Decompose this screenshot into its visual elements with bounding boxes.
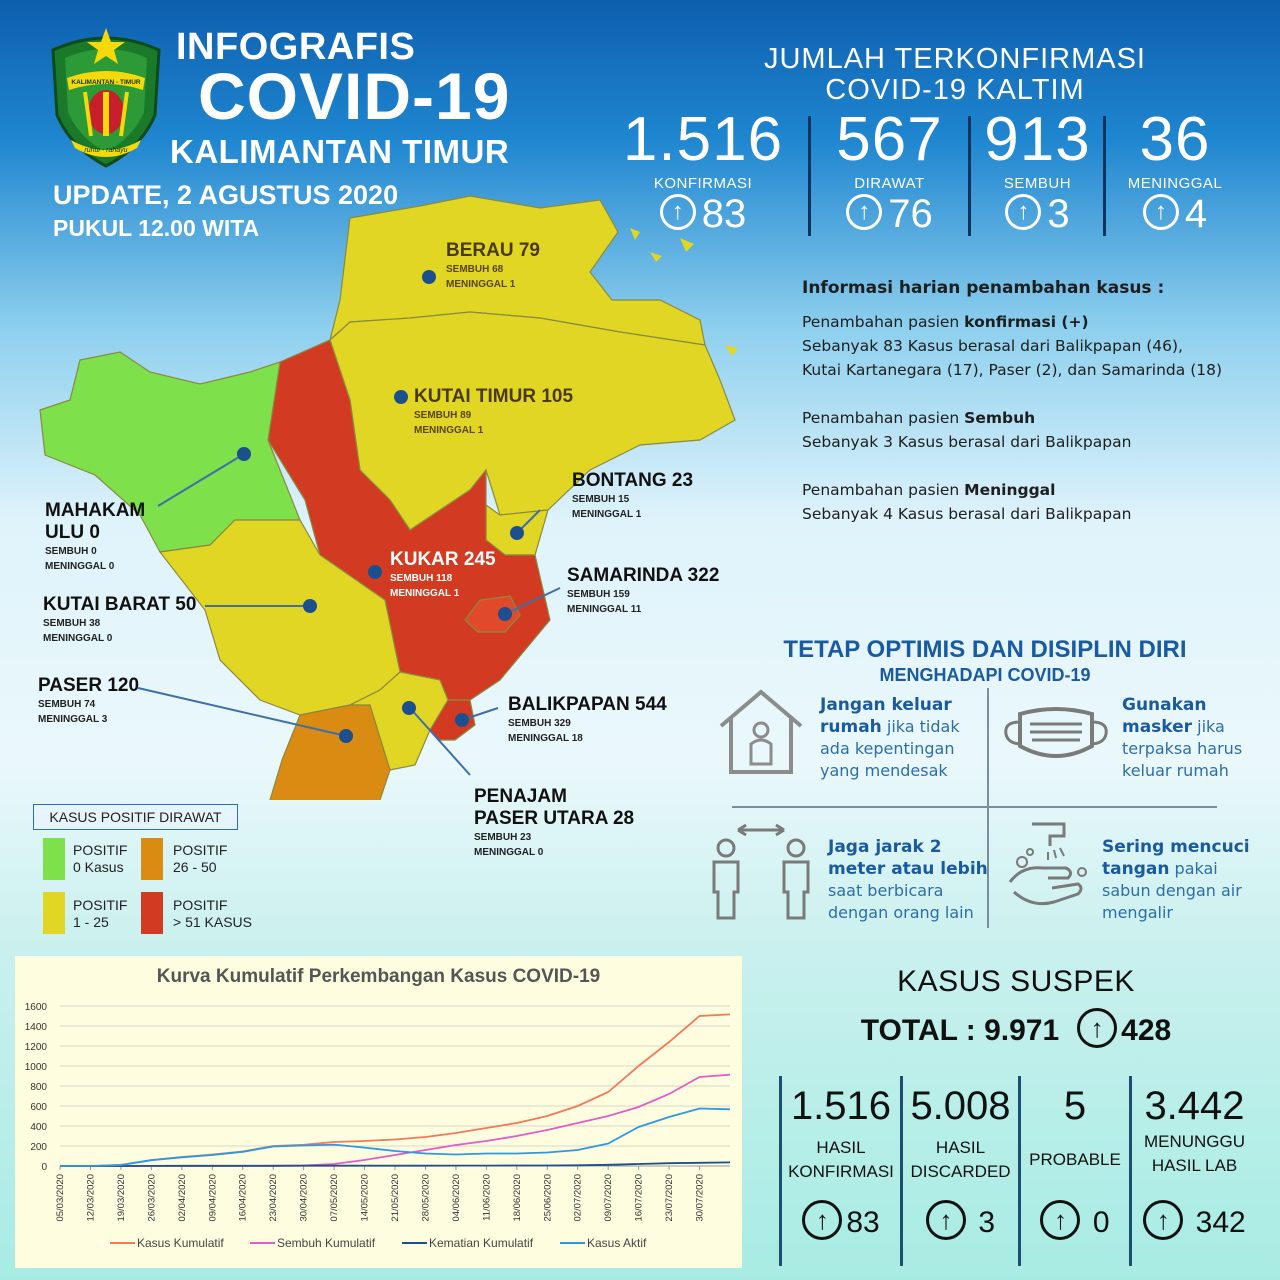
x-tick-label: 25/06/2020 <box>542 1174 554 1222</box>
label-kutai-barat: KUTAI BARAT 50 SEMBUH 38 MENINGGAL 0 <box>43 594 197 644</box>
series-line <box>60 1075 730 1166</box>
confirmed-heading-line2: COVID-19 KALTIM <box>825 74 1085 106</box>
label-berau: BERAU 79 SEMBUH 68 MENINGGAL 1 <box>446 240 540 290</box>
legend-label: Kasus Kumulatif <box>137 1236 224 1250</box>
logo-motto: ruhui - rahayu <box>84 147 128 154</box>
suspek-increase: ↑ 342 <box>1132 1204 1257 1244</box>
suspek-label: PROBABLE <box>1029 1150 1121 1169</box>
arrow-up-icon: ↑ <box>1005 194 1041 230</box>
suspek-increase: ↑ 83 <box>782 1204 900 1244</box>
x-tick-label: 09/07/2020 <box>603 1174 615 1222</box>
label-balikpapan: BALIKPAPAN 544 SEMBUH 329 MENINGGAL 18 <box>508 694 667 744</box>
marker-balikpapan <box>455 713 469 727</box>
x-tick-label: 16/04/2020 <box>237 1174 249 1222</box>
label-kutai-timur: KUTAI TIMUR 105 SEMBUH 89 MENINGGAL 1 <box>414 386 574 436</box>
arrow-up-icon: ↑ <box>660 194 696 230</box>
daily-info-heading: Informasi harian penambahan kasus : <box>802 278 1165 298</box>
series-line <box>60 1014 730 1166</box>
arrow-up-icon: ↑ <box>1143 1200 1183 1240</box>
x-tick-label: 23/07/2020 <box>664 1174 676 1222</box>
legend-title: KASUS POSITIF DIRAWAT <box>33 804 238 830</box>
daily-info <box>802 276 1222 550</box>
stat-dirawat <box>822 105 957 236</box>
y-tick-label: 800 <box>30 1082 47 1093</box>
marker-ppu <box>402 701 416 715</box>
x-tick-label: 02/04/2020 <box>176 1174 188 1222</box>
divider <box>1103 116 1106 236</box>
y-tick-label: 0 <box>41 1162 47 1173</box>
x-tick-label: 12/03/2020 <box>85 1174 97 1222</box>
tip-stay-home: Jangan keluar rumah jika tidak ada kepentingan yang mendesak <box>820 695 960 780</box>
legend-label: Sembuh Kumulatif <box>277 1236 376 1250</box>
label-samarinda: SAMARINDA 322 SEMBUH 159 MENINGGAL 11 <box>567 565 720 615</box>
stat-value: 1.516 <box>622 105 784 174</box>
suspek-hasil-discarded <box>903 1082 1018 1244</box>
stat-value: 913 <box>984 105 1091 174</box>
x-tick-label: 04/06/2020 <box>450 1174 462 1222</box>
house-icon <box>715 686 807 776</box>
legend-label: Kasus Aktif <box>587 1236 647 1250</box>
tip-mask: Gunakan masker jika terpaksa harus keluar rumah <box>1122 695 1243 780</box>
suspek-heading: KASUS SUSPEK <box>897 965 1135 998</box>
chart-title: Kurva Kumulatif Perkembangan Kasus COVID-19 <box>156 966 601 987</box>
label-ppu: PENAJAM PASER UTARA 28 SEMBUH 23 MENINGGAL 0 <box>474 786 635 858</box>
arrow-up-icon: ↑ <box>926 1200 966 1240</box>
daily-info-death: Penambahan pasien Meninggal Sebanyak 4 Kasus berasal dari Balikpapan <box>802 481 1132 523</box>
stat-value: 567 <box>836 105 943 174</box>
marker-bontang <box>510 526 524 540</box>
suspek-increase: ↑ 3 <box>903 1204 1018 1244</box>
stat-increase: ↑ 4 <box>1115 192 1235 236</box>
x-tick-label: 30/04/2020 <box>298 1174 310 1222</box>
handwash-icon <box>1002 818 1094 914</box>
confirmed-heading <box>690 44 1220 106</box>
marker-berau <box>422 270 436 284</box>
y-tick-label: 1600 <box>24 1002 47 1013</box>
x-tick-label: 30/07/2020 <box>694 1174 706 1222</box>
suspek-label: HASIL KONFIRMASI <box>788 1138 894 1181</box>
daily-info-recover: Penambahan pasien Sembuh Sebanyak 3 Kasus berasal dari Balikpapan <box>802 409 1132 451</box>
marker-kukar <box>368 565 382 579</box>
x-tick-label: 16/07/2020 <box>633 1174 645 1222</box>
marker-kutai-timur <box>394 390 408 404</box>
arrow-up-icon: ↑ <box>1040 1200 1080 1240</box>
daily-info-confirm: Penambahan pasien konfirmasi (+) Sebanyak 83 Kasus berasal dari Balikpapan (46), Kutai Kartanegara (17), Paser (2), dan Samarinda (18) <box>802 313 1223 379</box>
x-tick-label: 07/05/2020 <box>329 1174 341 1222</box>
kaltim-logo <box>45 20 167 170</box>
x-tick-label: 21/05/2020 <box>390 1174 401 1222</box>
y-tick-label: 400 <box>30 1122 47 1133</box>
stat-label: KONFIRMASI <box>653 175 753 192</box>
marker-kutai-barat <box>303 599 317 613</box>
legend-label: POSITIF 0 Kasus <box>73 842 128 875</box>
x-tick-label: 19/03/2020 <box>115 1174 127 1222</box>
advice-subheading: MENGHADAPI COVID-19 <box>879 665 1091 685</box>
suspek-total-value: TOTAL : 9.971 <box>860 1013 1060 1047</box>
suspek-menunggu <box>1132 1082 1257 1244</box>
divider <box>808 116 811 236</box>
label-kukar: KUKAR 245 SEMBUH 118 MENINGGAL 1 <box>390 549 496 599</box>
series-line <box>60 1162 730 1166</box>
cumulative-chart <box>15 956 742 1268</box>
stat-label: SEMBUH <box>1003 175 1072 192</box>
legend-label: POSITIF 26 - 50 <box>173 842 228 875</box>
arrow-up-icon: ↑ <box>1077 1008 1117 1048</box>
title-infografis: INFOGRAFIS <box>176 26 416 68</box>
x-tick-label: 14/05/2020 <box>359 1174 371 1222</box>
y-tick-label: 1400 <box>24 1022 47 1033</box>
arrow-up-icon: ↑ <box>846 194 882 230</box>
suspek-value: 5 <box>1063 1084 1087 1128</box>
series-line <box>60 1109 730 1167</box>
x-tick-label: 09/04/2020 <box>207 1174 219 1222</box>
suspek-value: 3.442 <box>1144 1084 1245 1128</box>
x-tick-label: 28/05/2020 <box>420 1174 432 1222</box>
suspek-value: 1.516 <box>790 1084 892 1128</box>
label-paser: PASER 120 SEMBUH 74 MENINGGAL 3 <box>38 675 140 725</box>
legend-swatch-green <box>43 838 65 880</box>
legend-swatch-red <box>141 892 163 934</box>
label-bontang: BONTANG 23 SEMBUH 15 MENINGGAL 1 <box>572 470 694 520</box>
suspek-hasil-konfirmasi <box>782 1082 900 1244</box>
y-tick-label: 600 <box>30 1102 47 1113</box>
stat-sembuh <box>975 105 1100 236</box>
suspek-label: HASIL DISCARDED <box>910 1138 1011 1181</box>
stat-meninggal <box>1115 105 1235 236</box>
y-tick-label: 1200 <box>24 1042 47 1053</box>
region-paser <box>270 705 390 800</box>
x-tick-label: 26/03/2020 <box>146 1174 158 1222</box>
advice-heading: TETAP OPTIMIS DAN DISIPLIN DIRI <box>783 636 1187 663</box>
legend-label: POSITIF 1 - 25 <box>73 897 128 930</box>
suspek-probable <box>1021 1082 1129 1244</box>
x-tick-label: 05/03/2020 <box>55 1174 66 1222</box>
x-tick-label: 02/07/2020 <box>572 1174 584 1222</box>
divider <box>968 116 971 236</box>
stat-increase: ↑ 76 <box>822 192 957 236</box>
x-tick-label: 23/04/2020 <box>268 1174 280 1222</box>
legend-label: POSITIF > 51 KASUS <box>173 897 252 930</box>
stat-increase: ↑ 83 <box>608 192 798 236</box>
marker-mahakam-ulu <box>237 447 251 461</box>
marker-paser <box>339 729 353 743</box>
legend-swatch-yellow <box>43 892 65 934</box>
legend-swatch-orange <box>141 838 163 880</box>
distance-icon <box>704 822 816 922</box>
tip-handwash: Sering mencuci tangan pakai sabun dengan air mengalir <box>1102 837 1250 922</box>
suspek-increase: ↑ 0 <box>1021 1204 1129 1244</box>
suspek-value: 5.008 <box>910 1084 1011 1128</box>
stat-increase: ↑ 3 <box>975 192 1100 236</box>
suspek-total <box>752 1012 1280 1052</box>
title-region: KALIMANTAN TIMUR <box>170 133 510 170</box>
legend-label: Kematian Kumulatif <box>429 1236 534 1250</box>
arrow-up-icon: ↑ <box>1143 194 1179 230</box>
suspek-label: MENUNGGU HASIL LAB <box>1143 1132 1246 1175</box>
marker-samarinda <box>498 607 512 621</box>
mask-icon <box>1000 700 1112 770</box>
update-time: PUKUL 12.00 WITA <box>53 215 260 241</box>
y-tick-label: 1000 <box>24 1062 47 1073</box>
confirmed-heading-line1: JUMLAH TERKONFIRMASI <box>763 43 1146 75</box>
logo-banner-text: KALIMANTAN - TIMUR <box>71 79 141 86</box>
advice-divider-h <box>732 806 1217 808</box>
stat-label: DIRAWAT <box>854 175 925 192</box>
stat-value: 36 <box>1139 105 1211 174</box>
stat-label: MENINGGAL <box>1127 175 1223 192</box>
suspek-total-increase: 428 <box>1121 1013 1172 1047</box>
tip-distance: Jaga jarak 2 meter atau lebih saat berbicara dengan orang lain <box>828 837 988 922</box>
arrow-up-icon: ↑ <box>802 1200 842 1240</box>
x-tick-label: 11/06/2020 <box>481 1174 493 1221</box>
title-covid: COVID-19 <box>198 59 511 133</box>
x-tick-label: 18/06/2020 <box>511 1174 523 1222</box>
update-date: UPDATE, 2 AGUSTUS 2020 <box>53 180 399 210</box>
label-mahakam-ulu: MAHAKAM ULU 0 SEMBUH 0 MENINGGAL 0 <box>45 500 146 572</box>
y-tick-label: 200 <box>30 1142 47 1153</box>
